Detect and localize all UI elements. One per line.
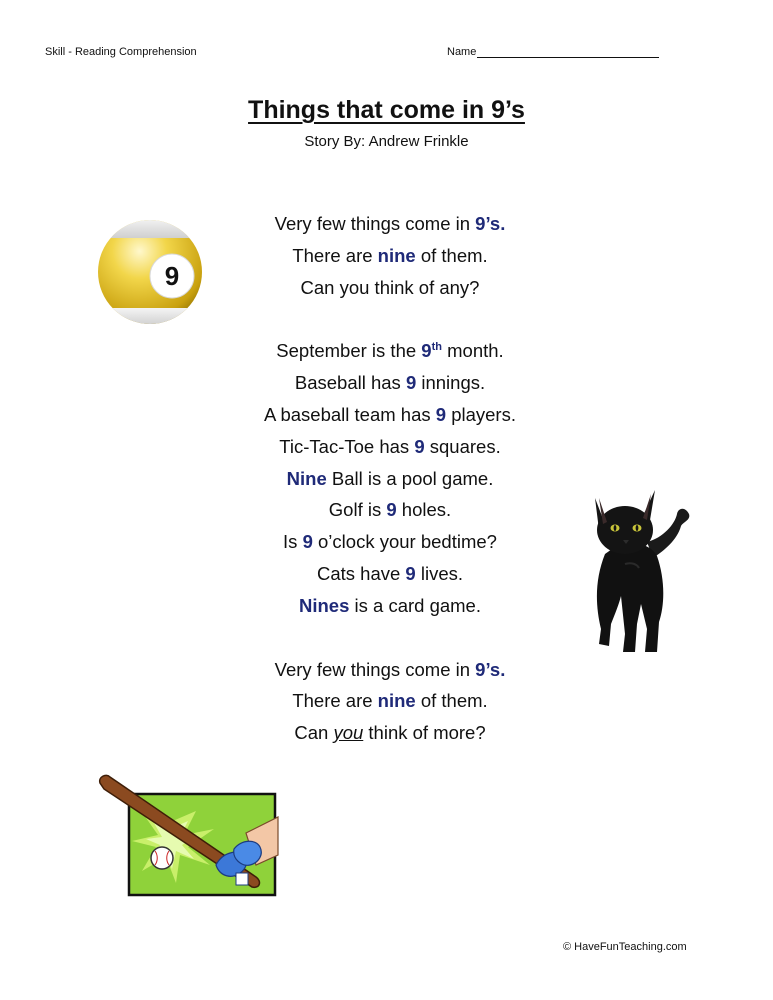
name-field[interactable] — [447, 46, 659, 58]
poem-line: Is 9 o’clock your bedtime? — [283, 531, 497, 553]
poem-line: Can you think of more? — [294, 722, 486, 744]
name-label: Name — [447, 46, 477, 58]
name-underline[interactable] — [477, 46, 659, 58]
poem-line: Very few things come in 9’s. — [274, 658, 506, 680]
poem-line: Golf is 9 holes. — [328, 499, 452, 521]
poem-line: Cats have 9 lives. — [316, 562, 464, 584]
poem-line: A baseball team has 9 players. — [264, 403, 516, 425]
poem-line: Tic-Tac-Toe has 9 squares. — [279, 435, 501, 457]
poem-line: Very few things come in 9’s. — [274, 213, 506, 234]
poem-line: Can you think of any? — [300, 276, 480, 298]
copyright-footer: © HaveFunTeaching.com — [563, 941, 687, 953]
poem-line: There are nine of them. — [292, 244, 488, 266]
poem — [180, 210, 600, 751]
black-cat-image — [585, 484, 695, 659]
poem-line: There are nine of them. — [292, 690, 488, 712]
poem-line: Nine Ball is a pool game. — [286, 467, 494, 489]
page-title — [0, 96, 773, 125]
byline: Story By: Andrew Frinkle — [304, 133, 469, 150]
baseball-bat-image — [96, 773, 280, 897]
poem-line: Nines is a card game. — [298, 594, 481, 616]
pool-ball-number: 9 — [164, 261, 180, 291]
skill-label: Skill - Reading Comprehension — [45, 46, 197, 58]
title-text: Things that come in 9’s — [248, 96, 525, 124]
poem-line: Baseball has 9 innings. — [294, 372, 486, 394]
poem-line: September is the 9th month. — [276, 340, 504, 362]
